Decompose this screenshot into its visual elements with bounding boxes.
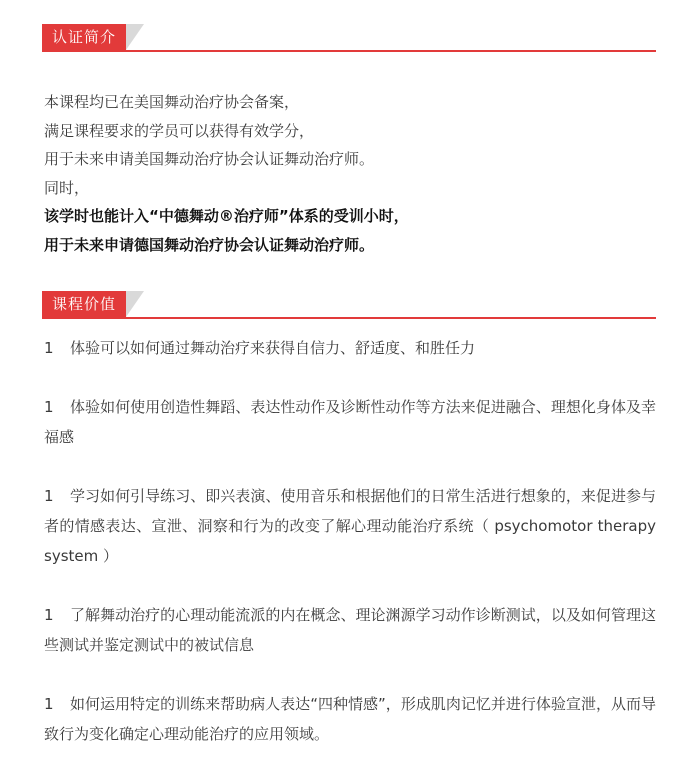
intro-line: 用于未来申请美国舞动治疗协会认证舞动治疗师。 bbox=[44, 150, 375, 168]
certification-intro bbox=[44, 88, 654, 259]
item-number: 1 bbox=[44, 695, 54, 713]
item-number: 1 bbox=[44, 606, 54, 624]
section-header-course-value bbox=[42, 291, 656, 323]
section-title: 认证简介 bbox=[42, 24, 126, 50]
section-tag-fold bbox=[126, 24, 144, 50]
course-value-list bbox=[44, 333, 656, 778]
item-text: 体验如何使用创造性舞蹈、表达性动作及诊断性动作等方法来促进融合、理想化身体及幸福感 bbox=[44, 398, 656, 446]
section-tag-fold bbox=[126, 291, 144, 317]
item-text: 如何运用特定的训练来帮助病人表达“四种情感”，形成肌肉记忆并进行体验宣泄，从而导致行为变化确定心理动能治疗的应用领域。 bbox=[44, 695, 656, 743]
list-item bbox=[44, 392, 656, 452]
section-header-certification bbox=[42, 24, 656, 56]
item-text: 了解舞动治疗的心理动能流派的内在概念、理论渊源学习动作诊断测试，以及如何管理这些测试并鉴定测试中的被试信息 bbox=[44, 606, 656, 654]
intro-line-bold: 该学时也能计入“中德舞动®治疗师”体系的受训小时， bbox=[44, 207, 409, 225]
list-item bbox=[44, 333, 656, 363]
intro-line: 同时， bbox=[44, 178, 90, 197]
item-number: 1 bbox=[44, 487, 54, 505]
list-item bbox=[44, 689, 656, 749]
item-text: 体验可以如何通过舞动治疗来获得自信力、舒适度、和胜任力 bbox=[70, 339, 476, 357]
item-text: 学习如何引导练习、即兴表演、使用音乐和根据他们的日常生活进行想象的，来促进参与者的情感表达、宣泄、洞察和行为的改变了解心理动能治疗系统（ psychomotor therapy system ） bbox=[44, 487, 656, 565]
section-divider bbox=[42, 317, 656, 319]
list-item bbox=[44, 481, 656, 571]
intro-line-bold: 用于未来申请德国舞动治疗协会认证舞动治疗师。 bbox=[44, 235, 375, 254]
item-number: 1 bbox=[44, 339, 54, 357]
intro-line: 本课程均已在美国舞动治疗协会备案， bbox=[44, 93, 300, 111]
item-number: 1 bbox=[44, 398, 54, 416]
list-item bbox=[44, 600, 656, 660]
section-title: 课程价值 bbox=[42, 291, 126, 317]
intro-line: 满足课程要求的学员可以获得有效学分， bbox=[44, 121, 315, 140]
section-divider bbox=[42, 50, 656, 52]
